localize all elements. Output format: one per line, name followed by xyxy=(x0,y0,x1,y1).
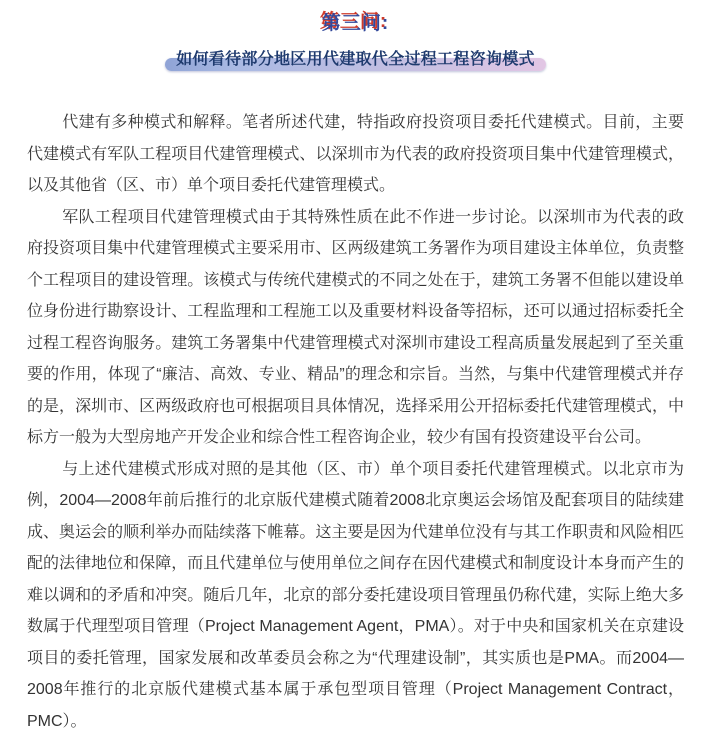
article-body xyxy=(27,107,684,737)
subtitle-row xyxy=(27,46,684,69)
subtitle-text: 如何看待部分地区用代建取代全过程工程咨询模式 xyxy=(176,51,535,68)
section-subtitle xyxy=(174,46,537,69)
paragraph: 代建有多种模式和解释。笔者所述代建，特指政府投资项目委托代建模式。目前，主要代建模式有军队工程项目代建管理模式、以深圳市为代表的政府投资项目集中代建管理模式，以及其他省（区、市）单个项目委托代建管理模式。 xyxy=(27,114,684,194)
paragraph: 与上述代建模式形成对照的是其他（区、市）单个项目委托代建管理模式。以北京市为例，2004—2008年前后推行的北京版代建模式随着2008北京奥运会场馆及配套项目的陆续建成、奥运会的顺利举办而陆续落下帷幕。这主要是因为代建单位没有与其工作职责和风险相匹配的法律地位和保障，而且代建单位与使用单位之间存在因代建模式和制度设计本身而产生的难以调和的矛盾和冲突。随后几年，北京的部分委托建设项目管理虽仍称代建，实际上绝大多数属于代理型项目管理（Project Management Agent，PMA）。对于中央和国家机关在京建设项目的委托管理，国家发展和改革委员会称之为“代理建设制”，其实质也是PMA。而2004—2008年推行的北京版代建模式基本属于承包型项目管理（Project Management Contract，PMC）。 xyxy=(27,460,684,730)
section-title: 第三问: xyxy=(321,13,390,34)
paragraph: 军队工程项目代建管理模式由于其特殊性质在此不作进一步讨论。以深圳市为代表的政府投资项目集中代建管理模式主要采用市、区两级建筑工务署作为项目建设主体单位，负责整个工程项目的建设管理。该模式与传统代建模式的不同之处在于，建筑工务署不但能以建设单位身份进行勘察设计、工程监理和工程施工以及重要材料设备等招标，还可以通过招标委托全过程工程咨询服务。建筑工务署集中代建管理模式对深圳市建设工程高质量发展起到了至关重要的作用，体现了“廉洁、高效、专业、精品”的理念和宗旨。当然，与集中代建管理模式并存的是，深圳市、区两级政府也可根据项目具体情况，选择采用公开招标委托代建管理模式，中标方一般为大型房地产开发企业和综合性工程咨询企业，较少有国有投资建设平台公司。 xyxy=(27,208,684,446)
